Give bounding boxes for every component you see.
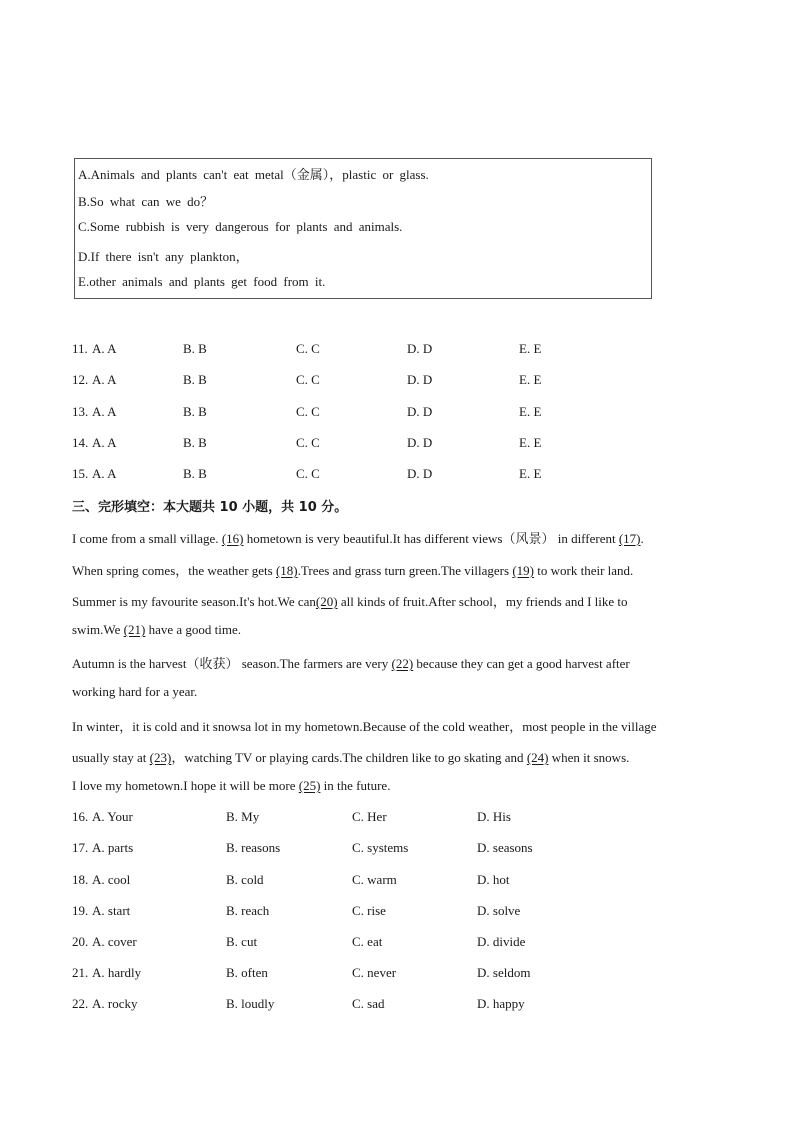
passage-line: I love my hometown.I hope it will be more (25) in the future.	[72, 778, 391, 793]
choice-a[interactable]: A. A	[92, 466, 117, 481]
choice-d[interactable]: D. seasons	[477, 840, 533, 855]
question-number: 16.	[72, 809, 89, 824]
blank-20[interactable]: (20)	[315, 594, 338, 609]
choice-d[interactable]: D. solve	[477, 903, 521, 918]
choice-d[interactable]: D. D	[407, 372, 433, 387]
question-row-11	[0, 341, 794, 359]
question-number: 13.	[72, 404, 89, 419]
question-number: 12.	[72, 372, 89, 387]
choice-c[interactable]: C. sad	[352, 996, 385, 1011]
choice-a[interactable]: A. start	[92, 903, 131, 918]
box-option-c: C.Some rubbish is very dangerous for plants and animals.	[78, 219, 403, 234]
choice-b[interactable]: B. B	[183, 372, 207, 387]
box-option-d: D.If there isn't any plankton，	[78, 249, 249, 264]
question-number: 15.	[72, 466, 89, 481]
choice-e[interactable]: E. E	[519, 341, 542, 356]
blank-25[interactable]: (25)	[298, 778, 321, 793]
choice-c[interactable]: C. C	[296, 404, 320, 419]
section-heading: 三、完形填空：本大题共 10 小题，共 10 分。	[72, 500, 348, 515]
question-row-14	[0, 435, 794, 453]
choice-e[interactable]: E. E	[519, 466, 542, 481]
choice-d[interactable]: D. happy	[477, 996, 525, 1011]
choice-b[interactable]: B. reach	[226, 903, 270, 918]
choice-d[interactable]: D. D	[407, 435, 433, 450]
choice-d[interactable]: D. divide	[477, 934, 526, 949]
choice-a[interactable]: A. hardly	[92, 965, 142, 980]
choice-b[interactable]: B. often	[226, 965, 268, 980]
choice-e[interactable]: E. E	[519, 404, 542, 419]
question-row-15	[0, 466, 794, 484]
choice-b[interactable]: B. loudly	[226, 996, 275, 1011]
choice-b[interactable]: B. cut	[226, 934, 258, 949]
question-number: 22.	[72, 996, 89, 1011]
choice-b[interactable]: B. B	[183, 466, 207, 481]
question-row-17	[0, 840, 794, 858]
box-option-a: A.Animals and plants can't eat metal（金属），plastic or glass.	[78, 167, 429, 182]
passage-line: Autumn is the harvest（收获） season.The farmers are very (22) because they can get a good harvest after	[72, 656, 630, 671]
blank-24[interactable]: (24)	[526, 750, 549, 765]
choice-a[interactable]: A. A	[92, 341, 117, 356]
choice-a[interactable]: A. A	[92, 435, 117, 450]
passage-line: I come from a small village. (16) hometown is very beautiful.It has different views（风景） in different (17).	[72, 531, 644, 546]
choice-c[interactable]: C. C	[296, 466, 320, 481]
blank-22[interactable]: (22)	[391, 656, 414, 671]
choice-b[interactable]: B. B	[183, 435, 207, 450]
box-option-e: E.other animals and plants get food from it.	[78, 274, 326, 289]
question-row-18	[0, 872, 794, 890]
passage-line: Summer is my favourite season.It's hot.We can(20) all kinds of fruit.After school，my friends and I like to	[72, 594, 628, 609]
choice-a[interactable]: A. Your	[92, 809, 133, 824]
choice-c[interactable]: C. never	[352, 965, 397, 980]
question-row-20	[0, 934, 794, 952]
passage-line: swim.We (21) have a good time.	[72, 622, 242, 637]
choice-b[interactable]: B. cold	[226, 872, 264, 887]
question-row-19	[0, 903, 794, 921]
choice-d[interactable]: D. D	[407, 466, 433, 481]
choice-c[interactable]: C. C	[296, 372, 320, 387]
choice-a[interactable]: A. cool	[92, 872, 131, 887]
passage-line: In winter，it is cold and it snowsa lot in my hometown.Because of the cold weather，most people in the village	[72, 719, 657, 734]
choice-b[interactable]: B. reasons	[226, 840, 281, 855]
question-number: 17.	[72, 840, 89, 855]
question-row-13	[0, 404, 794, 422]
passage-line: working hard for a year.	[72, 684, 198, 699]
question-number: 19.	[72, 903, 89, 918]
choice-c[interactable]: C. systems	[352, 840, 409, 855]
choice-c[interactable]: C. eat	[352, 934, 383, 949]
passage-line: When spring comes，the weather gets (18).Trees and grass turn green.The villagers (19) to work their land.	[72, 563, 634, 578]
choice-a[interactable]: A. A	[92, 404, 117, 419]
choice-d[interactable]: D. His	[477, 809, 511, 824]
choice-c[interactable]: C. warm	[352, 872, 397, 887]
choice-b[interactable]: B. B	[183, 404, 207, 419]
question-number: 21.	[72, 965, 89, 980]
blank-23[interactable]: (23)	[149, 750, 172, 765]
question-number: 14.	[72, 435, 89, 450]
choice-d[interactable]: D. D	[407, 341, 433, 356]
question-row-16	[0, 809, 794, 827]
choice-a[interactable]: A. rocky	[92, 996, 138, 1011]
blank-21[interactable]: (21)	[123, 622, 146, 637]
choice-b[interactable]: B. My	[226, 809, 260, 824]
question-number: 18.	[72, 872, 89, 887]
passage-line: usually stay at (23)，watching TV or playing cards.The children like to go skating and (24) when it snows.	[72, 750, 630, 765]
choice-e[interactable]: E. E	[519, 372, 542, 387]
choice-a[interactable]: A. parts	[92, 840, 134, 855]
blank-17[interactable]: (17)	[618, 531, 641, 546]
box-option-b: B.So what can we do？	[78, 194, 214, 209]
choice-b[interactable]: B. B	[183, 341, 207, 356]
choice-e[interactable]: E. E	[519, 435, 542, 450]
blank-16[interactable]: (16)	[221, 531, 244, 546]
question-row-12	[0, 372, 794, 390]
sentence-options-box	[74, 158, 652, 299]
question-number: 11.	[72, 341, 88, 356]
choice-c[interactable]: C. C	[296, 435, 320, 450]
choice-a[interactable]: A. A	[92, 372, 117, 387]
choice-d[interactable]: D. seldom	[477, 965, 531, 980]
choice-d[interactable]: D. hot	[477, 872, 510, 887]
choice-c[interactable]: C. rise	[352, 903, 386, 918]
question-row-22	[0, 996, 794, 1014]
choice-a[interactable]: A. cover	[92, 934, 137, 949]
question-row-21	[0, 965, 794, 983]
choice-c[interactable]: C. C	[296, 341, 320, 356]
blank-19[interactable]: (19)	[512, 563, 534, 578]
question-number: 20.	[72, 934, 89, 949]
blank-18[interactable]: (18)	[275, 563, 298, 578]
choice-d[interactable]: D. D	[407, 404, 433, 419]
choice-c[interactable]: C. Her	[352, 809, 387, 824]
